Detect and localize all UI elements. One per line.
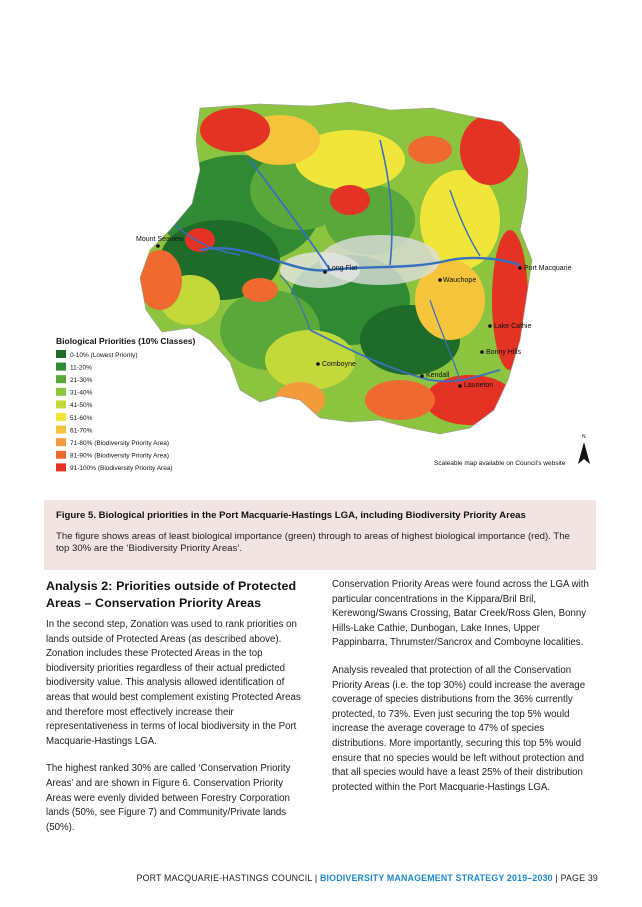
legend-swatch bbox=[56, 375, 66, 383]
legend-swatch bbox=[56, 438, 66, 446]
town-label-wauchope: Wauchope bbox=[443, 277, 477, 284]
legend-swatch bbox=[56, 388, 66, 396]
legend-label: 91-100% (Biodiversity Priority Area) bbox=[70, 465, 173, 473]
footer-separator-2: | bbox=[555, 873, 558, 883]
footer-separator-1: | bbox=[314, 873, 318, 883]
legend-label: 51-60% bbox=[70, 414, 93, 422]
legend-label: 41-50% bbox=[70, 402, 93, 410]
legend-swatch bbox=[56, 400, 66, 408]
biological-priorities-map bbox=[50, 100, 598, 480]
legend-swatch bbox=[56, 463, 66, 471]
legend-label: 81-90% (Biodiversity Priority Area) bbox=[70, 452, 169, 460]
town-label-port-macquarie: Port Macquarie bbox=[524, 265, 572, 272]
right-column bbox=[332, 578, 596, 808]
caption-text: The figure shows areas of least biological importance (green) through to areas of highest biological importance (red). The top 30% are the ‘Biodiversity Priority Areas’. bbox=[56, 531, 570, 554]
caption-title: Figure 5. Biological priorities in the Port Macquarie-Hastings LGA, including Biodiversity Priority Areas bbox=[56, 510, 526, 521]
north-label: N bbox=[582, 434, 586, 440]
town-label-laurieton: Laurieton bbox=[464, 382, 494, 389]
town-label-lake-cathie: Lake Cathie bbox=[494, 323, 532, 330]
footer-org: PORT MACQUARIE-HASTINGS COUNCIL bbox=[136, 873, 313, 883]
footer-document-title: BIODIVERSITY MANAGEMENT STRATEGY 2019–2030 bbox=[319, 873, 553, 883]
legend-label: 61-70% bbox=[70, 427, 93, 435]
legend-label: 71-80% (Biodiversity Priority Area) bbox=[70, 440, 169, 447]
left-paragraph-1: In the second step, Zonation was used to rank priorities on lands outside of Protected Areas (as described above). Zonation includes these Protected Areas in the top biodiversity priorities regardless of their actual predicted biodiversity value. This analysis allowed identification of areas that would best complement existing Protected Areas and therefore most effectively increase their representativeness in terms of local biodiversity in the Port Macquarie-Hastings LGA. bbox=[46, 619, 301, 747]
legend-swatch bbox=[56, 451, 66, 459]
page-footer bbox=[137, 873, 599, 883]
legend-label: 0-10% (Lowest Priority) bbox=[70, 351, 138, 359]
map-legend bbox=[56, 336, 196, 472]
left-paragraph-2: The highest ranked 30% are called ‘Conservation Priority Areas’ and are shown in Figure 6. Conservation Priority Areas were evenly divided between Forestry Corporation lands (50%, see Figure 7) and Community/Private lands (50%). bbox=[46, 763, 291, 833]
legend-label: 31-40% bbox=[70, 389, 93, 397]
legend-label: 21-30% bbox=[70, 377, 93, 384]
legend-swatch bbox=[56, 413, 66, 421]
legend-swatch bbox=[56, 363, 66, 371]
legend-label: 11-20% bbox=[70, 364, 92, 372]
north-arrow bbox=[578, 434, 590, 464]
left-column bbox=[46, 578, 310, 848]
footer-page-number: PAGE 39 bbox=[560, 873, 598, 883]
town-label-kendall: Kendall bbox=[426, 372, 450, 379]
town-label-mount-seaview: Mount Seaview bbox=[136, 236, 184, 243]
legend-swatch bbox=[56, 426, 66, 434]
town-label-comboyne: Comboyne bbox=[322, 361, 356, 368]
map-availability-note: Scaleable map available on Council's website bbox=[434, 460, 566, 467]
right-paragraph-2: Analysis revealed that protection of all the Conservation Priority Areas (i.e. the top 30%) could increase the average coverage of species distributions from the 36% currently protected, to 73%. Even just securing the top 5% would increase the average coverage to 47% of species distributions. More importantly, securing this top 5% would ensure that no species would be left without protection and that all species would have a least 25% of their distribution protected within the Port Macquarie-Hastings LGA. bbox=[332, 664, 586, 793]
town-label-long-flat: Long Flat bbox=[328, 265, 358, 272]
legend-swatch bbox=[56, 350, 66, 358]
north-arrow-icon bbox=[578, 442, 590, 464]
town-label-bonny-hills: Bonny Hills bbox=[486, 349, 522, 356]
section-heading: Analysis 2: Priorities outside of Protected Areas – Conservation Priority Areas bbox=[46, 579, 297, 610]
legend-title: Biological Priorities (10% Classes) bbox=[56, 336, 196, 346]
right-paragraph-1: Conservation Priority Areas were found across the LGA with particular concentrations in the Kippara/Bril Bril, Kerewong/Swans Crossing, Batar Creek/Ross Glen, Bonny Hills-Lake Cathie, Dunbogan, Lake Innes, Upper Pappinbarra, Thrumster/Sancrox and Comboyne localities. bbox=[332, 579, 589, 649]
figure-caption bbox=[44, 500, 596, 570]
